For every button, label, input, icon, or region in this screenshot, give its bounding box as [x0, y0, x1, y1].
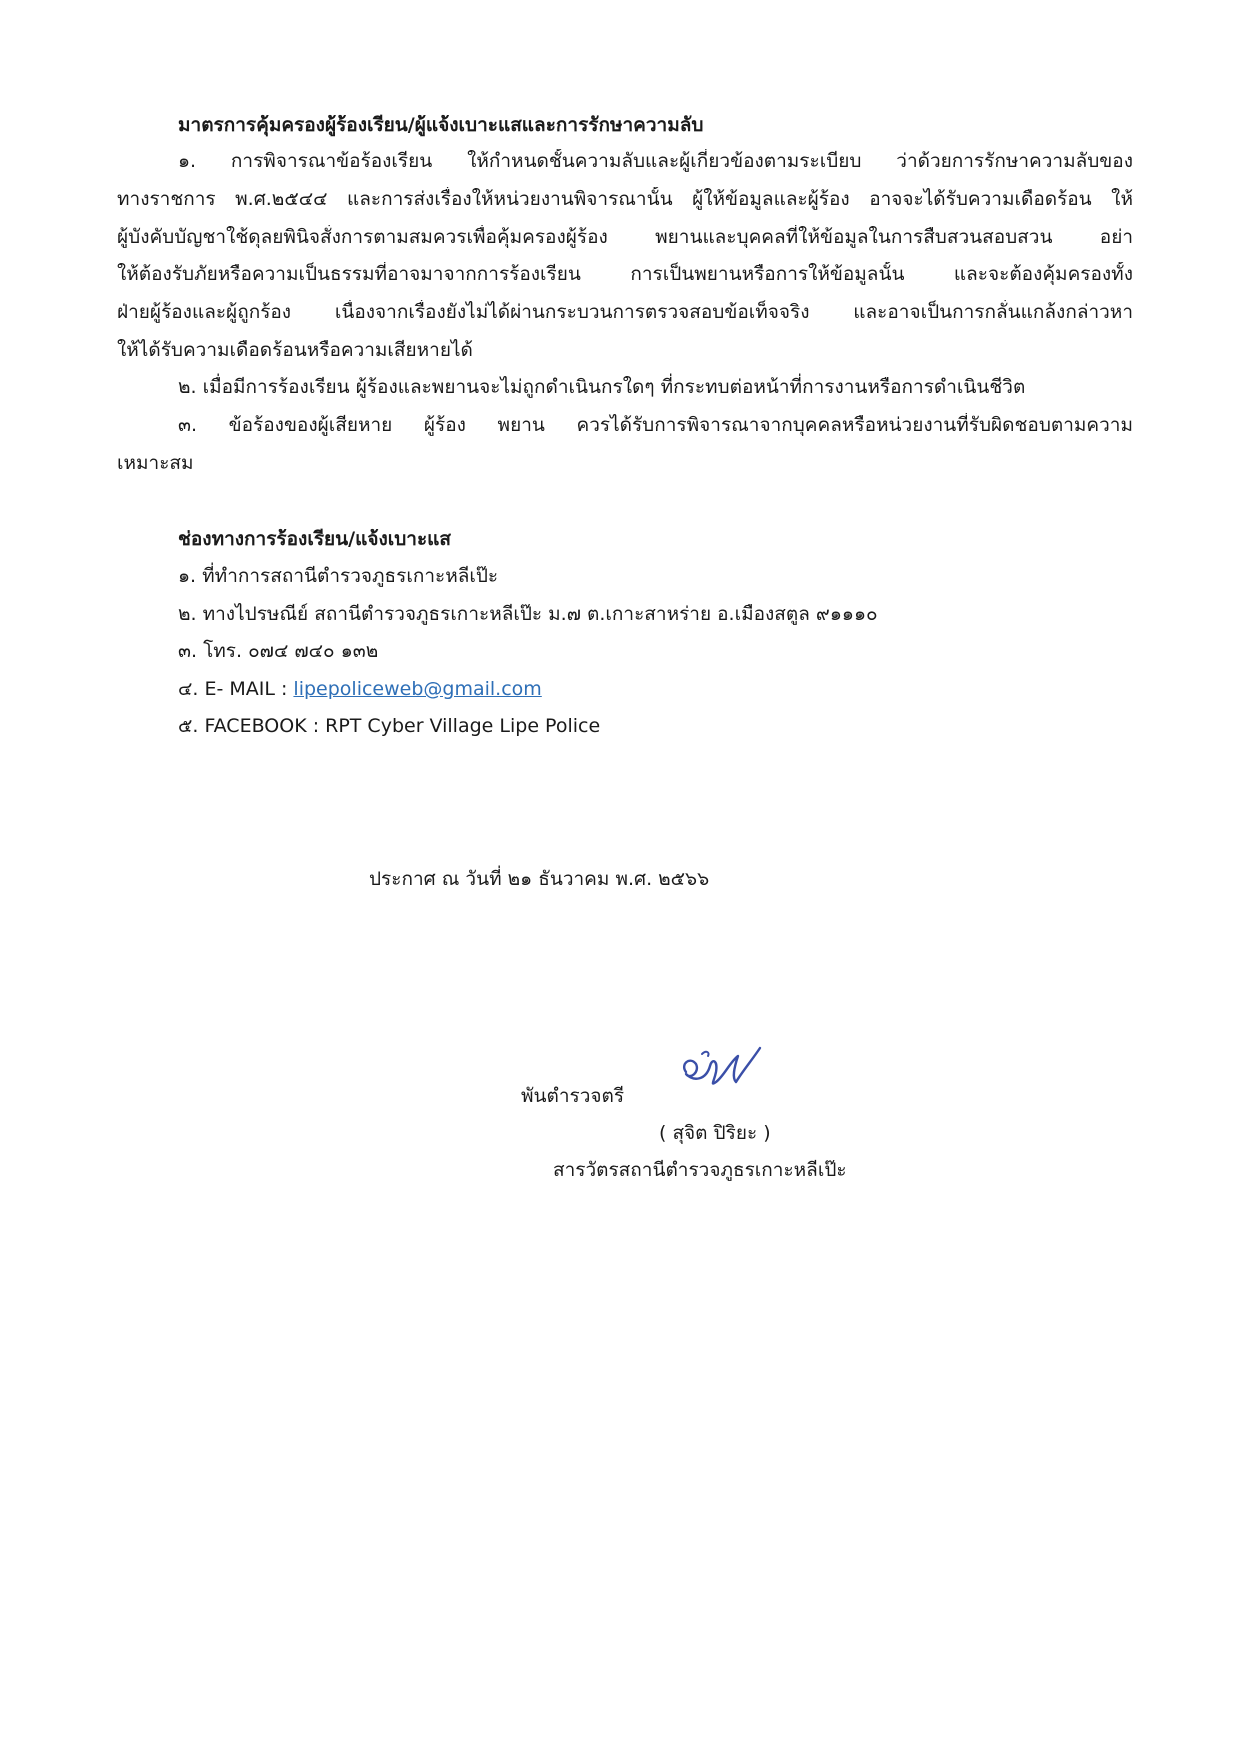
- protection-item1-line5: ฝ่ายผู้ร้องและผู้ถูกร้อง เนื่องจากเรื่องยังไม่ได้ผ่านกระบวนการตรวจสอบข้อเท็จจริง และอาจเป็นการกลั่นแกล้งกล่าวหา: [117, 301, 1133, 323]
- protection-item3-line2: เหมาะสม: [117, 452, 194, 474]
- channel-item1: ๑. ที่ทำการสถานีตำรวจภูธรเกาะหลีเป๊ะ: [178, 565, 499, 587]
- protection-item2: ๒. เมื่อมีการร้องเรียน ผู้ร้องและพยานจะไม่ถูกดำเนินกรใดๆ ที่กระทบต่อหน้าที่การงานหรือการดำเนินชีวิต: [178, 376, 1026, 398]
- email-link[interactable]: lipepoliceweb@gmail.com: [293, 678, 542, 700]
- channel-item3: ๓. โทร. ๐๗๔ ๗๔๐ ๑๓๒: [178, 640, 379, 662]
- signatory-position: สารวัตรสถานีตำรวจภูธรเกาะหลีเป๊ะ: [553, 1159, 847, 1181]
- protection-heading: มาตรการคุ้มครองผู้ร้องเรียน/ผู้แจ้งเบาะแสและการรักษาความลับ: [178, 114, 704, 136]
- protection-item1-line3: ผู้บังคับบัญชาใช้ดุลยพินิจสั่งการตามสมควรเพื่อคุ้มครองผู้ร้อง พยานและบุคคลที่ให้ข้อมูลในการสืบสวนสอบสวน อย่า: [117, 226, 1133, 248]
- signatory-rank: พันตำรวจตรี: [521, 1085, 625, 1107]
- channels-heading: ช่องทางการร้องเรียน/แจ้งเบาะแส: [178, 528, 452, 550]
- channel-item5: ๕. FACEBOOK : RPT Cyber Village Lipe Police: [178, 715, 601, 737]
- protection-item1-line1: ๑. การพิจารณาข้อร้องเรียน ให้กำหนดชั้นความลับและผู้เกี่ยวข้องตามระเบียบ ว่าด้วยการรักษาความลับของ: [178, 150, 1133, 172]
- protection-item1-line6: ให้ได้รับความเดือดร้อนหรือความเสียหายได้: [117, 339, 473, 361]
- signatory-name: ( สุจิต ปิริยะ ): [659, 1122, 771, 1144]
- email-label: ๔. E- MAIL :: [178, 678, 294, 700]
- channel-item4: [178, 677, 542, 701]
- handwritten-signature: [672, 1042, 772, 1100]
- channel-item2: ๒. ทางไปรษณีย์ สถานีตำรวจภูธรเกาะหลีเป๊ะ ม.๗ ต.เกาะสาหร่าย อ.เมืองสตูล ๙๑๑๑๐: [178, 603, 878, 625]
- protection-item1-line2: ทางราชการ พ.ศ.๒๕๔๔ และการส่งเรื่องให้หน่วยงานพิจารณานั้น ผู้ให้ข้อมูลและผู้ร้อง อาจจะได้รับความเดือดร้อน ให้: [117, 188, 1133, 210]
- protection-item1-line4: ให้ต้องรับภัยหรือความเป็นธรรมที่อาจมาจากการร้องเรียน การเป็นพยานหรือการให้ข้อมูลนั้น และจะต้องคุ้มครองทั้ง: [117, 263, 1133, 285]
- protection-item3-line1: ๓. ข้อร้องของผู้เสียหาย ผู้ร้อง พยาน ควรได้รับการพิจารณาจากบุคคลหรือหน่วยงานที่รับผิดชอบตามความ: [178, 414, 1133, 436]
- announcement-date: ประกาศ ณ วันที่ ๒๑ ธันวาคม พ.ศ. ๒๕๖๖: [369, 868, 710, 890]
